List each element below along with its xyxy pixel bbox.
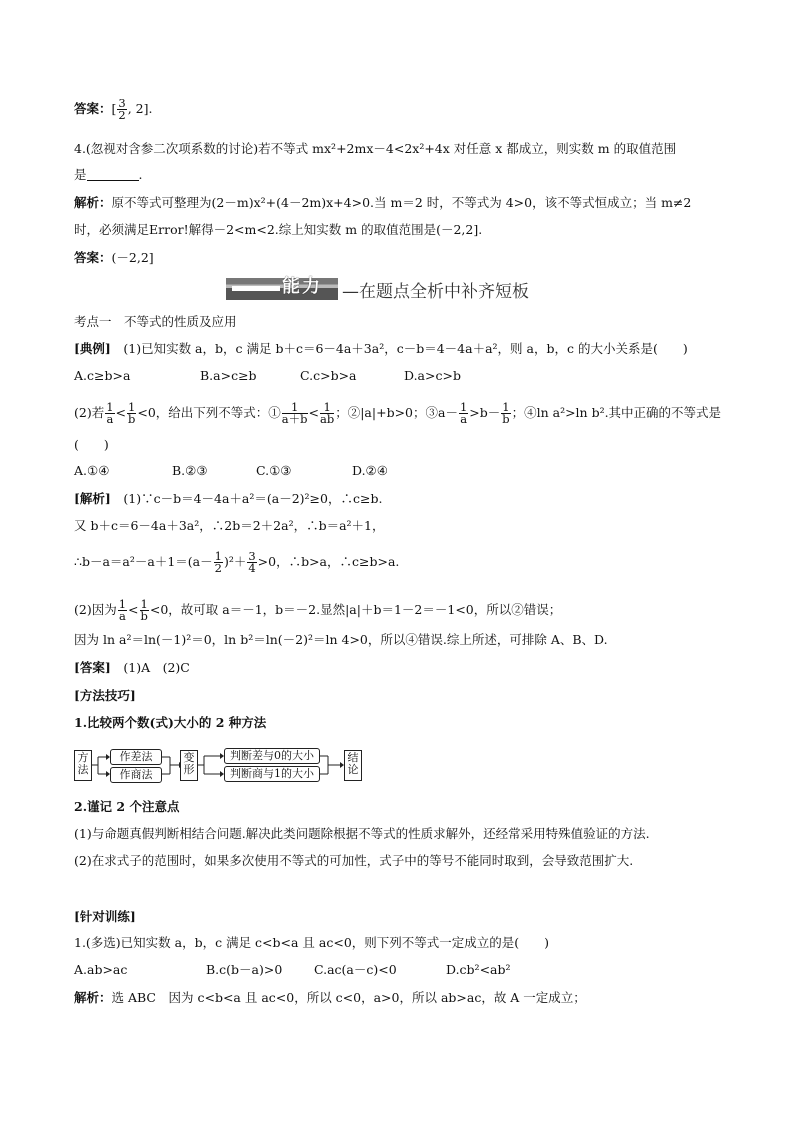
solution-line4: (2)因为 $\frac{1}{a}$ < $\frac{1}{b}$ <0，故可取 a＝－1，b＝－2.显然|a|＋b＝1－2＝－1<0，所以②错误； — [74, 597, 562, 623]
method-heading: [方法技巧] — [74, 688, 136, 703]
example-part1: [典例] (1)已知实数 a，b，c 满足 b＋c＝6－4a＋3a²，c－b＝4－4a＋a²，则 a，b，c 的大小关系是( ) — [74, 341, 688, 356]
training-options: A.ab>ac B.c(b－a)>0 C.ac(a－c)<0 D.cb²<ab² — [74, 962, 511, 977]
method-title-2: 2.谨记 2 个注意点 — [74, 799, 180, 814]
question-4-line2: 是 . — [74, 167, 143, 182]
flow-transform-box: 变形 — [180, 750, 198, 781]
method-note-1: (1)与命题真假判断相结合问题.解决此类问题除根据不等式的性质求解外，还经常采用特殊值验证的方法. — [74, 826, 650, 841]
training-question-1: 1.(多选)已知实数 a，b，c 满足 c<b<a 且 ac<0，则下列不等式一定成立的是( ) — [74, 935, 550, 950]
banner-title: 能力 — [282, 276, 322, 297]
method-title-1: 1.比较两个数(式)大小的 2 种方法 — [74, 715, 267, 730]
method-note-2: (2)在求式子的范围时，如果多次使用不等式的可加性，式子中的等号不能同时取到，会导致范围扩大. — [74, 853, 634, 868]
flow-division-box: 作商法 — [110, 767, 162, 783]
example-part2-bracket: ( ) — [74, 437, 109, 452]
method-flow-diagram — [72, 746, 372, 786]
topic-heading: 考点一 不等式的性质及应用 — [74, 314, 237, 329]
flow-judge-difference-box: 判断差与0的大小 — [224, 748, 320, 764]
solution-line5: 因为 ln a²＝ln(－1)²＝0，ln b²＝ln(－2)²＝ln 4>0，所以④错误.综上所述，可排除 A、B、D. — [74, 632, 608, 647]
solution-line3: ∴b－a＝a²－a＋1＝(a－ $\frac{1}{2}$ )²＋ $\frac{3}{4}$ >0，∴b>a，∴c≥b>a. — [74, 549, 400, 575]
example-part1-options: A.c≥b>a B.a>c≥b C.c>b>a D.a>c>b — [74, 368, 461, 383]
flow-judge-quotient-box: 判断商与1的大小 — [224, 766, 320, 782]
flow-start-box: 方法 — [74, 750, 92, 781]
flow-end-box: 结论 — [344, 750, 362, 781]
solution-line2: 又 b＋c＝6－4a＋3a²，∴2b＝2＋2a²，∴b＝a²＋1， — [74, 518, 385, 533]
example-part2-options: A.①④ B.②③ C.①③ D.②④ — [74, 463, 388, 478]
solution-line1: [解析] (1)∵c－b＝4－4a＋a²＝(a－2)²≥0，∴c≥b. — [74, 491, 383, 506]
example-part2: (2)若 $\frac{1}{a}$ < $\frac{1}{b}$ <0，给出下列不等式：① $\frac{1}{a+b}$ < $\frac{1}{ab}$ ；②|a|+b>0；③a－ $\frac{1}{a}$ >b－ $\frac{1}{b}$ ；④ln a²>ln b².其中正确的不等式是 — [74, 400, 722, 426]
training-heading: [针对训练] — [74, 909, 136, 924]
training-analysis: 解析：选 ABC 因为 c<b<a 且 ac<0，所以 c<0，a>0，所以 ab>ac，故 A 一定成立； — [74, 990, 586, 1005]
banner-subtitle: —在题点全析中补齐短板 — [342, 281, 529, 302]
answer-blank — [87, 168, 139, 181]
solution-answer: [答案] (1)A (2)C — [74, 660, 190, 675]
fraction: $\frac{3}{2}$ — [118, 96, 126, 122]
section-banner — [226, 276, 529, 302]
question-4-line1: 4.(忽视对含参二次项系数的讨论)若不等式 mx²+2mx－4<2x²+4x 对任意 x 都成立，则实数 m 的取值范围 — [74, 141, 677, 156]
question-4-analysis-line1: 解析：原不等式可整理为(2－m)x²+(4－2m)x+4>0.当 m＝2 时，不等式为 4>0，该不等式恒成立；当 m≠2 — [74, 195, 692, 210]
question-4-analysis-line2: 时，必须满足Error!解得－2<m<2.综上知实数 m 的取值范围是(－2,2]. — [74, 222, 483, 237]
flow-subtraction-box: 作差法 — [110, 749, 162, 765]
prev-answer: 答案：[ $\frac{3}{2}$ , 2]. — [74, 96, 153, 122]
question-4-answer: 答案：(－2,2] — [74, 250, 154, 265]
